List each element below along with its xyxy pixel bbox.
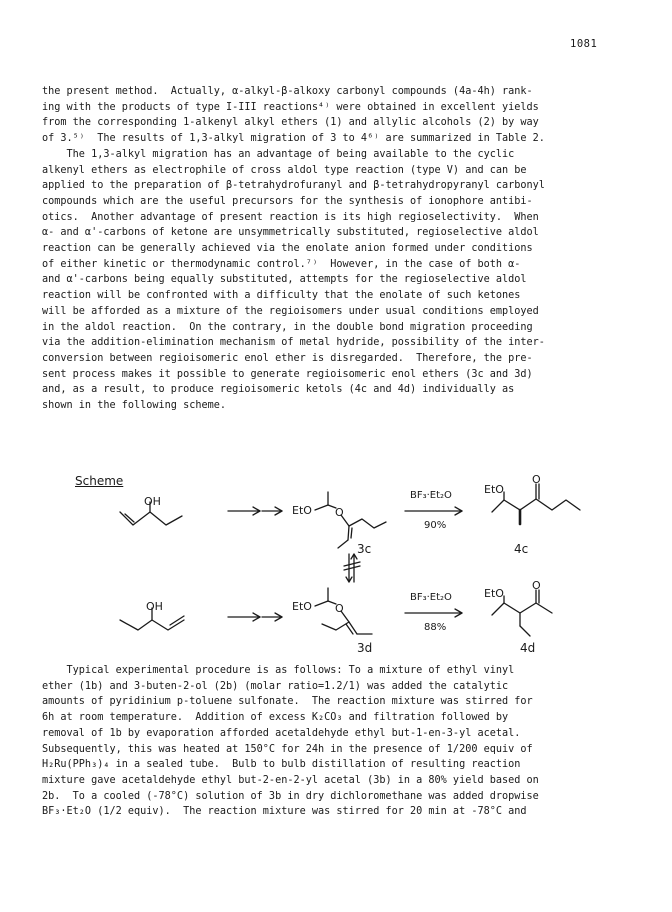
enol-ether-3c-structure	[315, 492, 386, 548]
text-line: will be afforded as a mixture of the regioisomers under usual conditions employed	[42, 305, 539, 317]
reaction-arrow-top	[405, 507, 462, 515]
text-line: from the corresponding 1-alkenyl alkyl ethers (1) and allylic alcohols (2) by way	[42, 117, 539, 129]
text-line: H₂Ru(PPh₃)₄ in a sealed tube. Bulb to bulb distillation of resulting reaction	[42, 759, 521, 771]
page-number: 1081	[570, 38, 598, 50]
reaction-arrow-bottom	[405, 609, 462, 617]
compound-label-3c: 3c	[357, 542, 372, 556]
text-line: otics. Another advantage of present reaction is its high regioselectivity. When	[42, 211, 539, 223]
text-line: the present method. Actually, α-alkyl-β-alkoxy carbonyl compounds (4a-4h) rank-	[42, 86, 533, 97]
compound-label-4c: 4c	[514, 542, 529, 556]
text-line: Typical experimental procedure is as follows: To a mixture of ethyl vinyl	[42, 665, 515, 676]
carbonyl-oxygen-4d: O	[532, 579, 541, 592]
text-line: reaction will be confronted with a difficulty that the enolate of such ketones	[42, 290, 521, 302]
text-line: mixture gave acetaldehyde ethyl but-2-en-2-yl acetal (3b) in a 80% yield based on	[42, 774, 539, 786]
two-step-arrow-top	[228, 507, 282, 515]
hydroxyl-label-bottom: OH	[146, 600, 163, 613]
text-line: ing with the products of type I-III reactions⁴⁾ were obtained in excellent yields	[42, 101, 539, 113]
text-line: amounts of pyridinium p-toluene sulfonate. The reaction mixture was stirred for	[42, 696, 533, 708]
text-line: 2b. To a cooled (-78°C) solution of 3b in dry dichloromethane was added dropwise	[42, 790, 539, 802]
text-line: in the aldol reaction. On the contrary, in the double bond migration proceeding	[42, 321, 533, 333]
text-line: ether (1b) and 3-buten-2-ol (2b) (molar ratio=1.2/1) was added the catalytic	[42, 680, 509, 692]
oxygen-label-3d: O	[335, 602, 344, 615]
scheme-label: Scheme	[75, 474, 124, 488]
text-line: BF₃·Et₂O (1/2 equiv). The reaction mixture was stirred for 20 min at -78°C and	[42, 806, 527, 818]
carbonyl-oxygen-4c: O	[532, 473, 541, 486]
text-line: The 1,3-alkyl migration has an advantage of being available to the cyclic	[42, 148, 515, 160]
yield-label-bottom: 88%	[424, 622, 447, 633]
hydroxyl-label-top: OH	[144, 495, 161, 508]
two-step-arrow-bottom	[228, 613, 282, 621]
ethoxy-label-4c: EtO	[484, 483, 504, 496]
text-line: compounds which are the useful precursors for the synthesis of ionophore antibi-	[42, 195, 533, 207]
paragraph-2	[42, 663, 614, 820]
text-line: conversion between regioisomeric enol ether is disregarded. Therefore, the pre-	[42, 352, 533, 364]
text-line: of either kinetic or thermodynamic control.⁷⁾ However, in the case of both α-	[42, 258, 521, 270]
text-line: and α'-carbons being equally substituted, attempts for the regioselective aldol	[42, 274, 527, 286]
reagent-label-bottom: BF₃·Et₂O	[410, 592, 452, 603]
text-line: of 3.⁵⁾ The results of 1,3-alkyl migration of 3 to 4⁶⁾ are summarized in Table 2.	[42, 133, 545, 145]
text-line: alkenyl ethers as electrophile of cross aldol type reaction (type V) and can be	[42, 164, 527, 176]
yield-label-top: 90%	[424, 520, 447, 531]
compound-label-3d: 3d	[357, 641, 373, 655]
equilibrium-arrows-crossed	[344, 554, 360, 582]
text-line: and, as a result, to produce regioisomeric ketols (4c and 4d) individually as	[42, 384, 515, 396]
oxygen-label-3c: O	[335, 506, 344, 519]
ketol-4c-structure	[492, 484, 580, 524]
text-line: applied to the preparation of β-tetrahydrofuranyl and β-tetrahydropyranyl carbonyl	[42, 180, 545, 192]
text-line: removal of 1b by evaporation afforded acetaldehyde ethyl but-1-en-3-yl acetal.	[42, 727, 521, 739]
compound-label-4d: 4d	[520, 641, 536, 655]
text-line: Subsequently, this was heated at 150°C for 24h in the presence of 1/200 equiv of	[42, 743, 533, 755]
text-line: α- and α'-carbons of ketone are unsymmetrically substituted, regioselective aldol	[42, 227, 539, 239]
ethoxy-label-4d: EtO	[484, 587, 504, 600]
reagent-label-top: BF₃·Et₂O	[410, 490, 452, 501]
text-line: reaction can be generally achieved via the enolate anion formed under conditions	[42, 243, 533, 255]
ethoxy-label-3d: EtO	[292, 600, 312, 613]
text-line: shown in the following scheme.	[42, 400, 227, 412]
text-line: 6h at room temperature. Addition of excess K₂CO₃ and filtration followed by	[42, 712, 509, 724]
text-line: via the addition-elimination mechanism of metal hydride, possibility of the inter-	[42, 337, 545, 349]
text-line: sent process makes it possible to generate regioisomeric enol ethers (3c and 3d)	[42, 368, 533, 380]
ethoxy-label-3c: EtO	[292, 504, 312, 517]
